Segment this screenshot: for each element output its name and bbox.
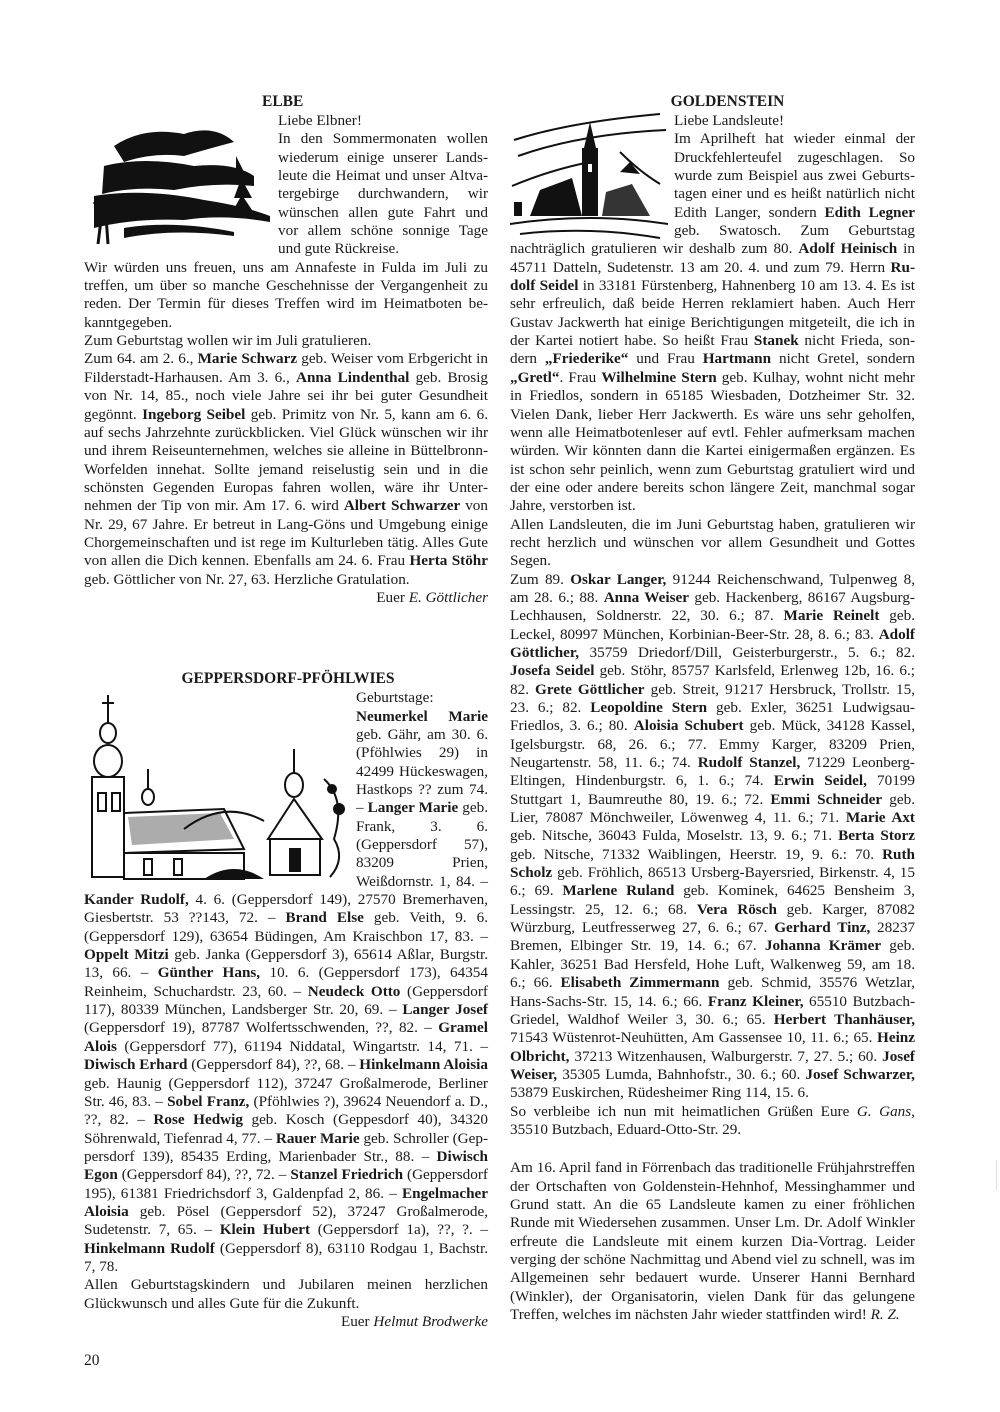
person-name: Edith Legner xyxy=(824,203,915,221)
person-name: Hinkelmann Aloisia xyxy=(359,1056,488,1074)
person-name: Vera Rösch xyxy=(696,900,777,918)
elbe-signature xyxy=(84,589,488,607)
goldenstein-birthday-list: Zum 89. Oskar Langer, 91244 Reichenschwand, Tulpenweg 8, am 28. 6.; 88. Anna Weiser geb. Hackenberg, 86167 Augsburg-Lechhausen, Soldnerstr. 22, 30. 6.; 87. Marie Reinelt geb. Leckel, 80997 München, Korbinian-Beer-Str. 28, 8. 6.; 83. Adolf Göttlicher, 35759 Driedorf/Dill, Geisterburgerstr., 5. 6.; 82. Josefa Seidel geb. Stöhr, 85757 Karlsfeld, Erlenweg 12b, 16. 6.; 82. Grete Göttlicher geb. Streit, 91217 Hersbruck, Trollstr. 15, 23. 6.; 82. Leopoldine Stern geb. Exler, 36251 Ludwigsau-Friedlos, 3. 6.; 80. Aloisia Schubert geb. Mück, 34128 Kassel, Igelsburgstr. 68, 26. 6.; 77. Emmy Karger, 83209 Prien, Neugartenstr. 58, 11. 6.; 74. Rudolf Stanzel, 71229 Leonberg-Eltingen, Hindenburgstr. 6, 1. 6.; 74. Erwin Seidel, 70199 Stuttgart 1, Baumreuthe 80, 19. 6.; 72. Emmi Schneider geb. Lier, 78087 Mönchweiler, Löwenweg 4, 11. 6.; 71. Marie Axt geb. Nitsche, 36043 Fulda, Moselstr. 13, 9. 6.; 71. Berta Storz geb. Nitsche, 71332 Waiblingen, Heerstr. 19, 9. 6.: 70. Ruth Scholz geb. Fröhlich, 86513 Ursberg-Bayersried, Birkenstr. 4, 15 6.; 69. Marlene Ruland geb. Kominek, 64625 Bensheim 3, Lessingstr. 25, 12. 6.; 68. Vera Rösch geb. Karger, 87082 Würzburg, Leutfresserweg 27, 6. 6.; 67. Gerhard Tinz, 28237 Bremen, Elbinger Str. 19, 14. 6.; 67. Johanna Krämer geb. Kahler, 36251 Bad Hersfeld, Hohe Luft, Walkenweg 59, am 18. 6.; 66. Elisabeth Zimmermann geb. Schmid, 35576 Wetzlar, Hans-Sachs-Str. 15, 14. 6.; 66. Franz Kleiner, 65510 Butzbach-Griedel, Waldhof Weiler 3, 30. 6.; 65. Herbert Thanhäuser, 71543 Wüstenrot-Neuhütten, Am Gassensee 10, 11. 6.; 65. Heinz Olbricht, 37213 Witzenhausen, Walburgerstr. 7, 27. 5.; 60. Josef Weiser, 35305 Lumda, Bahnhofstr., 30. 6.; 60. Josef Schwarzer, 53879 Euskirchen, Rüdesheimer Ring 114, 15. 6. xyxy=(510,570,916,1102)
person-name: „Friederike“ xyxy=(544,350,629,368)
section-goldenstein xyxy=(510,92,915,1324)
farewell-name: G. Gans, xyxy=(856,1102,915,1120)
goldenstein-correction-text: Im Aprilheft hat wieder einmal der Druckfehlerteufel zugeschlagen. So wurde zum Beispiel aus zwei Geburtstagen einer und es heißt natürlich nicht Edith Langer, sondern Edith Legner geb. Swatosch. Zum Geburtstag nachträglich gratulieren wir deshalb zum 80. Adolf Heinisch in 45711 Datteln, Sudetenstr. 13 am 20. 4. und zum 79. Herrn Rudolf Seidel in 33181 Fürstenberg, Hahnenberg 10 am 13. 4. Es ist sehr erfreulich, daß beide Herren reklamiert haben. Auch Herr Gustav Jackwerth hat einige Berichtigungen mitgeteilt, die ich in der Kartei notiert habe. So heißt Frau Stanek nicht Frieda, sondern „Friederike“ und Frau Hartmann nicht Gretel, sondern „Gretl“. Frau Wilhelmine Stern geb. Kulhay, wohnt nicht mehr in Friedlos, sondern in 65185 Wiesbaden, Dotzheimer Str. 32. Vielen Dank, lieber Herr Jackwerth. Es wäre uns sehr geholfen, wenn alle Heimatbotenleser auf evtl. Fehler aufmerksam machen würden. Wir könnten dann die Kartei einigermaßen ergänzen. Es ist schon sehr peinlich, wenn zum Geburtstag gratuliert wird und der eine oder andere bereits schon längere Zeit, manchmal sogar Jahre, verstorben ist. xyxy=(510,130,915,515)
person-name: Rudolf Seidel xyxy=(510,258,915,295)
section-heading-goldenstein: GOLDENSTEIN xyxy=(670,93,785,110)
person-name: Klein Hubert xyxy=(219,1221,311,1239)
goldenstein-june-wishes: Allen Landsleuten, die im Juni Geburtstag haben, gratulieren wir recht herzlich und wünschen vor allem Gesundheit und Gottes Segen. xyxy=(510,515,915,570)
goldenstein-greeting: Liebe Landsleute! xyxy=(674,112,785,129)
section-heading-geppersdorf: GEPPERSDORF-PFÖHLWIES xyxy=(181,670,395,688)
person-name: Adolf Göttlicher, xyxy=(510,625,915,661)
person-name: Neudeck Otto xyxy=(307,982,401,1000)
report-text: Am 16. April fand in Förrenbach das traditionelle Frühjahrstreffen der Ortschaften von Goldenstein-Hehnhof, Messinghammer und Grund statt. An die 65 Landsleute kamen zu einer fröhlichen Runde mit Wiedersehen zusammen. Unser Lm. Dr. Adolf Winkler erfreute die Landsleute mit einem kurzen Dia-Vortrag. Leider verging der schöne Nachmittag und Abend viel zu schnell, was im Allgemeinen sehr bedauert wurde. Unserer Hanni Bernhard (Winkler), der Organisatorin, vielen Dank für das gelungene Treffen, welches im nächsten Jahr wieder stattfinden wird! xyxy=(510,1159,915,1323)
geppersdorf-signature xyxy=(84,1313,488,1331)
landscape-woodcut-icon xyxy=(84,116,272,246)
person-name: Johanna Krämer xyxy=(764,937,882,955)
goldenstein-farewell xyxy=(510,1103,915,1140)
goldenstein-meeting-report xyxy=(510,1159,915,1324)
person-name: Sobel Franz, xyxy=(167,1092,250,1110)
person-name: Langer Josef xyxy=(402,1001,488,1019)
person-name: Grete Göttlicher xyxy=(535,680,645,698)
person-name: Oppelt Mitzi xyxy=(84,946,169,964)
page-number: 20 xyxy=(84,1352,100,1369)
person-name: Marlene Ruland xyxy=(562,882,675,900)
person-name: Rose Hedwig xyxy=(153,1111,243,1129)
section-heading-elbe: ELBE xyxy=(262,93,304,110)
section-elbe xyxy=(84,92,488,607)
scan-mark xyxy=(996,1160,997,1190)
right-column xyxy=(510,92,915,1324)
person-name: Günther Hans, xyxy=(157,964,261,982)
person-name: Ruth Scholz xyxy=(510,845,915,882)
person-name: Marie Reinelt xyxy=(783,607,880,625)
person-name: Stanek xyxy=(753,332,799,350)
left-column xyxy=(84,92,488,1331)
person-name: Neumerkel Marie xyxy=(356,707,488,725)
person-name: Engelmacher Aloisia xyxy=(84,1184,488,1220)
geppersdorf-closing: Allen Geburtstagskindern und Jubilaren meinen herzlichen Glückwunsch und alles Gute für die Zukunft. xyxy=(84,1276,488,1312)
person-name: Brand Else xyxy=(285,909,364,927)
person-name: Marie Schwarz xyxy=(197,350,298,368)
elbe-birthday-intro: Zum Geburtstag wollen wir im Juli gratulieren. xyxy=(84,332,372,350)
church-village-drawing-icon xyxy=(84,689,350,885)
person-name: Hartmann xyxy=(702,350,772,368)
signature-prefix: Euer xyxy=(376,588,409,606)
person-name: Anna Lindenthal xyxy=(296,368,410,386)
person-name: Oskar Langer, xyxy=(570,570,667,588)
signature-prefix: Euer xyxy=(340,1312,374,1330)
person-name: Anna Weiser xyxy=(603,588,689,606)
person-name: Hinkelmann Rudolf xyxy=(84,1239,215,1257)
person-name: Franz Kleiner, xyxy=(707,992,804,1010)
person-name: Adolf Heinisch xyxy=(798,240,898,258)
person-name: Rudolf Stanzel, xyxy=(697,754,801,772)
farewell-address: 35510 Butzbach, Eduard-Otto-Str. 29. xyxy=(510,1120,742,1138)
person-name: Stanzel Friedrich xyxy=(290,1166,404,1184)
person-name: Josefa Seidel xyxy=(510,662,595,680)
person-name: Berta Storz xyxy=(838,827,915,845)
person-name: Marie Axt xyxy=(845,809,915,827)
person-name: „Gretl“ xyxy=(510,368,560,386)
signature-name: Helmut Brodwerke xyxy=(373,1312,488,1330)
person-name: Diwisch Egon xyxy=(84,1147,488,1184)
elbe-meeting-text: Wir würden uns freuen, uns am Annafeste in Fulda im Juli zu treffen, um über so manche Geschehnisse der Vergangenheit zu reden. Der Termin für dieses Treffen wird im Heimatboten bekanntgegeben. xyxy=(84,258,488,331)
person-name: Emmi Schneider xyxy=(770,790,883,808)
person-name: Gramel Alois xyxy=(84,1019,488,1055)
person-name: Gerhard Tinz, xyxy=(774,919,871,937)
person-name: Diwisch Erhard xyxy=(84,1056,188,1074)
person-name: Kander Rudolf, xyxy=(84,891,189,909)
person-name: Josef Schwarzer, xyxy=(805,1065,915,1083)
town-church-sketch-icon xyxy=(510,112,668,240)
elbe-intro: In den Sommermonaten wollen wiederum einige unserer Landsleute die Heimat und unser Altvatergebirge durchwandern, wir wünschen allen gute Fahrt und vor allem schöne sonnige Tage und gute Rückreise. xyxy=(278,130,488,258)
geppersdorf-birthdays-label: Geburtstage: xyxy=(356,689,434,707)
person-name: Heinz Olbricht, xyxy=(510,1029,915,1065)
person-name: Wilhelmine Stern xyxy=(601,368,717,386)
person-name: Ingeborg Seibel xyxy=(142,405,246,423)
signature-name: E. Göttlicher xyxy=(408,588,488,606)
person-name: Leopoldine Stern xyxy=(590,699,708,716)
person-name: Elisabeth Zimmermann xyxy=(560,974,720,992)
person-name: Josef Weiser, xyxy=(510,1047,915,1083)
person-name: Rauer Marie xyxy=(275,1129,360,1147)
geppersdorf-birthday-list: Neumerkel Marie geb. Gähr, am 30. 6. (Pföhlwies 29) in 42499 Hückeswagen, Hastkops ?? zum 74. – Langer Marie geb. Frank, 3. 6. (Geppersdorf 57), 83209 Prien, Weißdornstr. 1, 84. – Kander Rudolf, 4. 6. (Geppersdorf 149), 27570 Bremerhaven, Giesbertstr. 53 ??143, 72. – Brand Else geb. Veith, 9. 6. (Geppersdorf 129), 63654 Büdingen, Am Kraischbon 17, 83. – Oppelt Mitzi geb. Janka (Geppersdorf 3), 65614 Aßlar, Burgstr. 13, 66. – Günther Hans, 10. 6. (Geppersdorf 173), 64354 Reinheim, Schuchardstr. 23, 60. – Neudeck Otto (Geppersdorf 117), 80339 München, Landsberger Str. 20, 69. – Langer Josef (Geppersdorf 19), 87787 Wolfertsschwenden, ??, 82. – Gramel Alois (Geppersdorf 77), 61194 Niddatal, Wingartstr. 14, 71. – Diwisch Erhard (Geppersdorf 84), ??, 68. – Hinkelmann Aloisia geb. Haunig (Geppersdorf 112), 37247 Großalmerode, Berliner Str. 46, 83. – Sobel Franz, (Pföhlwies ?), 39624 Neuendorf a. D., ??, 82. – Rose Hedwig geb. Kosch (Geppesdorf 40), 34320 Söhrenwald, Tiefenrad 4, 77. – Rauer Marie geb. Schroller (Geppersdorf 139), 85435 Erding, Marienbader Str., 88. – Diwisch Egon (Geppersdorf 84), ??, 72. – Stanzel Friedrich (Geppersdorf 195), 61381 Friedrichsdorf 3, Galdenpfad 2, 86. – Engelmacher Aloisia geb. Pösel (Geppersdorf 52), 37247 Großalmerode, Sudetenstr. 7, 65. – Klein Hubert (Geppersdorf 1a), ??, ?. – Hinkelmann Rudolf (Geppersdorf 8), 63110 Rodgau 1, Bachstr. 7, 78. xyxy=(84,707,489,1275)
person-name: Langer Marie xyxy=(367,799,459,817)
person-name: Herta Stöhr xyxy=(409,552,488,570)
report-signature: R. Z. xyxy=(870,1306,900,1323)
person-name: Herbert Thanhäuser, xyxy=(773,1010,915,1028)
person-name: Albert Schwarzer xyxy=(343,497,461,515)
section-geppersdorf xyxy=(84,669,488,1331)
person-name: Aloisia Schubert xyxy=(633,717,744,735)
person-name: Erwin Seidel, xyxy=(773,772,867,790)
elbe-greeting: Liebe Elbner! xyxy=(278,112,362,129)
elbe-birthday-list: Zum 64. am 2. 6., Marie Schwarz geb. Weiser vom Erbgericht in Filderstadt-Harhausen. Am 3. 6., Anna Lindenthal geb. Brosig von Nr. 14, 85., noch viele Jahre sei ihr bei guter Gesundheit gegönnt. Ingeborg Seibel geb. Primitz von Nr. 5, kann am 6. 6. auf sechs Jahrzehnte zurückblicken. Viel Glück wünschen wir ihr und ihrem Reiseunternehmen, welches sie alleine in Büttelbronn-Worfelden innehat. Sollte jemand reiselustig sein und in die schönsten Gegenden Europas fahren wollen, wäre ihr Unternehmen der Tip von mir. Am 17. 6. wird Albert Schwarzer von Nr. 29, 67 Jahre. Er betreut in Lang-Göns und Umgebung einige Chorgemeinschaften und ist rege im Kulturleben tätig. Alles Gute von allen die Dich kennen. Ebenfalls am 24. 6. Frau Herta Stöhr geb. Göttlicher von Nr. 27, 63. Herzliche Gratulation. xyxy=(84,350,489,588)
farewell-text: So verbleibe ich nun mit heimatlichen Grüßen Eure xyxy=(510,1102,857,1120)
